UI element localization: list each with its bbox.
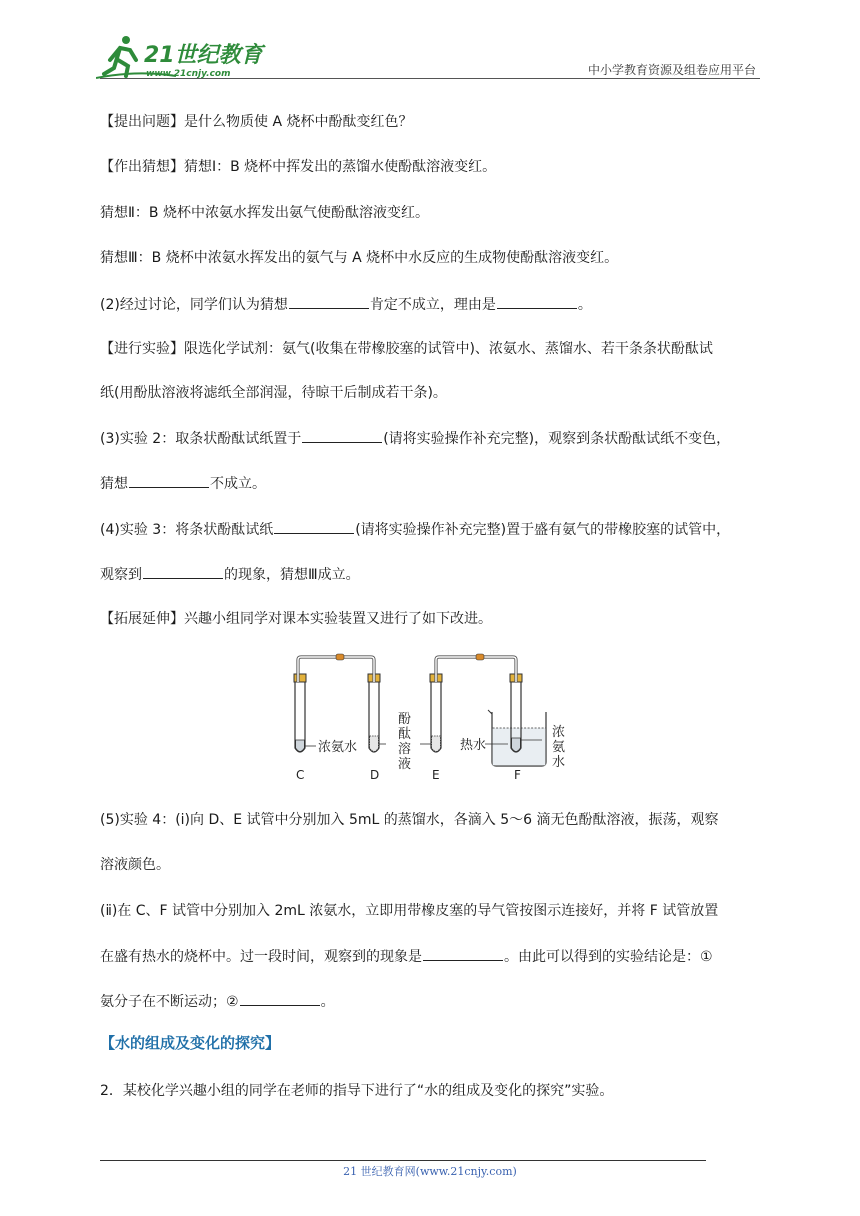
q5-ii-text-a: (ⅱ)在 C、F 试管中分别加入 2mL 浓氨水，立即用带橡皮塞的导气管按图示连接好，并将 F 试管放置 xyxy=(100,903,719,919)
answer-blank[interactable] xyxy=(423,946,503,961)
experiment-reagents-cont xyxy=(100,383,768,403)
question-5 xyxy=(100,810,768,830)
q3-text-a: (3)实验 2：取条状酚酞试纸置于 xyxy=(100,431,302,447)
hypothesis-3 xyxy=(100,248,768,268)
q5-ii-text-b: 在盛有热水的烧杯中。过一段时间，观察到的现象是 xyxy=(100,949,422,965)
question-text: 【提出问题】是什么物质使 A 烧杯中酚酞变红色？ xyxy=(100,114,413,130)
q2-text-a: (2)经过讨论，同学们认为猜想 xyxy=(100,297,288,313)
answer-blank[interactable] xyxy=(274,519,354,534)
test-tube-e xyxy=(430,674,442,752)
hypothesis-1 xyxy=(100,157,768,177)
tube-label-e: E xyxy=(432,768,440,782)
question-paragraph xyxy=(100,112,768,132)
label-hot-water: 热水 xyxy=(460,738,487,753)
label-phenol-2: 酞 xyxy=(398,727,412,742)
q4-text-a: (4)实验 3：将条状酚酞试纸 xyxy=(100,522,274,538)
tube-label-d: D xyxy=(370,768,380,782)
site-logo xyxy=(96,34,266,82)
q5-text-a: (5)实验 4：(ⅰ)向 D、E 试管中分别加入 5mL 的蒸馏水，各滴入 5～6 滴无色酚酞溶液，振荡，观察 xyxy=(100,812,719,828)
tube-label-c: C xyxy=(296,768,305,782)
label-ammonia-right-2: 氨 xyxy=(552,740,566,755)
q3-text-d: 不成立。 xyxy=(210,476,266,492)
q4-text-d: 的现象，猜想Ⅲ成立。 xyxy=(224,567,360,583)
label-phenol-3: 溶 xyxy=(398,742,412,757)
footer-text[interactable]: 21 世纪教育网(www.21cnjy.com) xyxy=(343,1165,517,1178)
q2-text-c: 。 xyxy=(577,297,592,313)
q4-text-b: (请将实验操作补充完整)置于盛有氨气的带橡胶塞的试管中， xyxy=(355,522,731,538)
question-5-ii-end xyxy=(100,991,768,1012)
question-4 xyxy=(100,519,768,540)
header-platform-text: 中小学教育资源及组卷应用平台 xyxy=(587,63,756,77)
q2-text-b: 肯定不成立，理由是 xyxy=(369,297,496,313)
q5-ii-text-c: 。由此可以得到的实验结论是：① xyxy=(504,949,713,965)
hypothesis-2 xyxy=(100,203,768,223)
label-phenol-4: 液 xyxy=(398,757,412,772)
experiment-reagents xyxy=(100,339,768,359)
glass-tube-cd xyxy=(298,654,374,682)
section-heading: 【水的组成及变化的探究】 xyxy=(100,1034,281,1052)
hypothesis-3-text: 猜想Ⅲ：B 烧杯中浓氨水挥发出的氨气与 A 烧杯中水反应的生成物使酚酞溶液变红。 xyxy=(100,250,619,266)
extension-text: 【拓展延伸】兴趣小组同学对课本实验装置又进行了如下改进。 xyxy=(100,611,492,627)
logo-url: www.21cnjy.com xyxy=(146,69,231,79)
test-tube-c xyxy=(294,674,306,752)
q5-ii-text-e: 。 xyxy=(320,994,335,1010)
answer-blank[interactable] xyxy=(289,294,369,309)
reagents-text: 【进行实验】限选化学试剂：氨气(收集在带橡胶塞的试管中)、浓氨水、蒸馏水、若干条条状酚酞试 xyxy=(100,341,713,357)
q5-text-b: 溶液颜色。 xyxy=(100,857,170,873)
tube-label-f: F xyxy=(514,768,521,782)
question-2-intro xyxy=(100,1081,768,1101)
answer-blank[interactable] xyxy=(497,294,577,309)
label-ammonia-right-1: 浓 xyxy=(552,725,566,740)
reagents-text-cont: 纸(用酚肽溶液将滤纸全部润湿，待晾干后制成若干条)。 xyxy=(100,385,447,401)
q3-text-b: (请将实验操作补充完整)，观察到条状酚酞试纸不变色， xyxy=(383,431,731,447)
answer-blank[interactable] xyxy=(129,473,209,488)
glass-tube-ef xyxy=(436,654,516,682)
question-5-ii-cont xyxy=(100,946,768,967)
header-divider xyxy=(100,78,760,79)
label-ammonia-left: 浓氨水 xyxy=(318,740,358,755)
beaker-with-tube-f xyxy=(488,674,546,766)
question-2 xyxy=(100,294,768,315)
test-tube-d xyxy=(368,674,380,752)
question-3 xyxy=(100,428,768,449)
q2-intro-text: 2．某校化学兴趣小组的同学在老师的指导下进行了“水的组成及变化的探究”实验。 xyxy=(100,1083,614,1099)
extension-intro xyxy=(100,609,768,629)
logo-text: 21世纪教育 xyxy=(144,43,263,68)
q4-text-c: 观察到 xyxy=(100,567,142,583)
question-5-cont xyxy=(100,855,768,875)
label-ammonia-right-3: 水 xyxy=(552,755,566,770)
hypothesis-1-text: 【作出猜想】猜想Ⅰ：B 烧杯中挥发出的蒸馏水使酚酞溶液变红。 xyxy=(100,159,497,175)
answer-blank[interactable] xyxy=(143,564,223,579)
question-4-cont xyxy=(100,564,768,585)
label-phenol-1: 酚 xyxy=(398,712,412,727)
question-5-ii xyxy=(100,901,768,921)
q3-text-c: 猜想 xyxy=(100,476,128,492)
footer-divider xyxy=(100,1160,706,1161)
q5-ii-text-d: 氨分子在不断运动；② xyxy=(100,994,239,1010)
apparatus-figure xyxy=(280,652,580,786)
hypothesis-2-text: 猜想Ⅱ：B 烧杯中浓氨水挥发出氨气使酚酞溶液变红。 xyxy=(100,205,429,221)
answer-blank[interactable] xyxy=(240,991,320,1006)
question-3-cont xyxy=(100,473,768,494)
answer-blank[interactable] xyxy=(302,428,382,443)
